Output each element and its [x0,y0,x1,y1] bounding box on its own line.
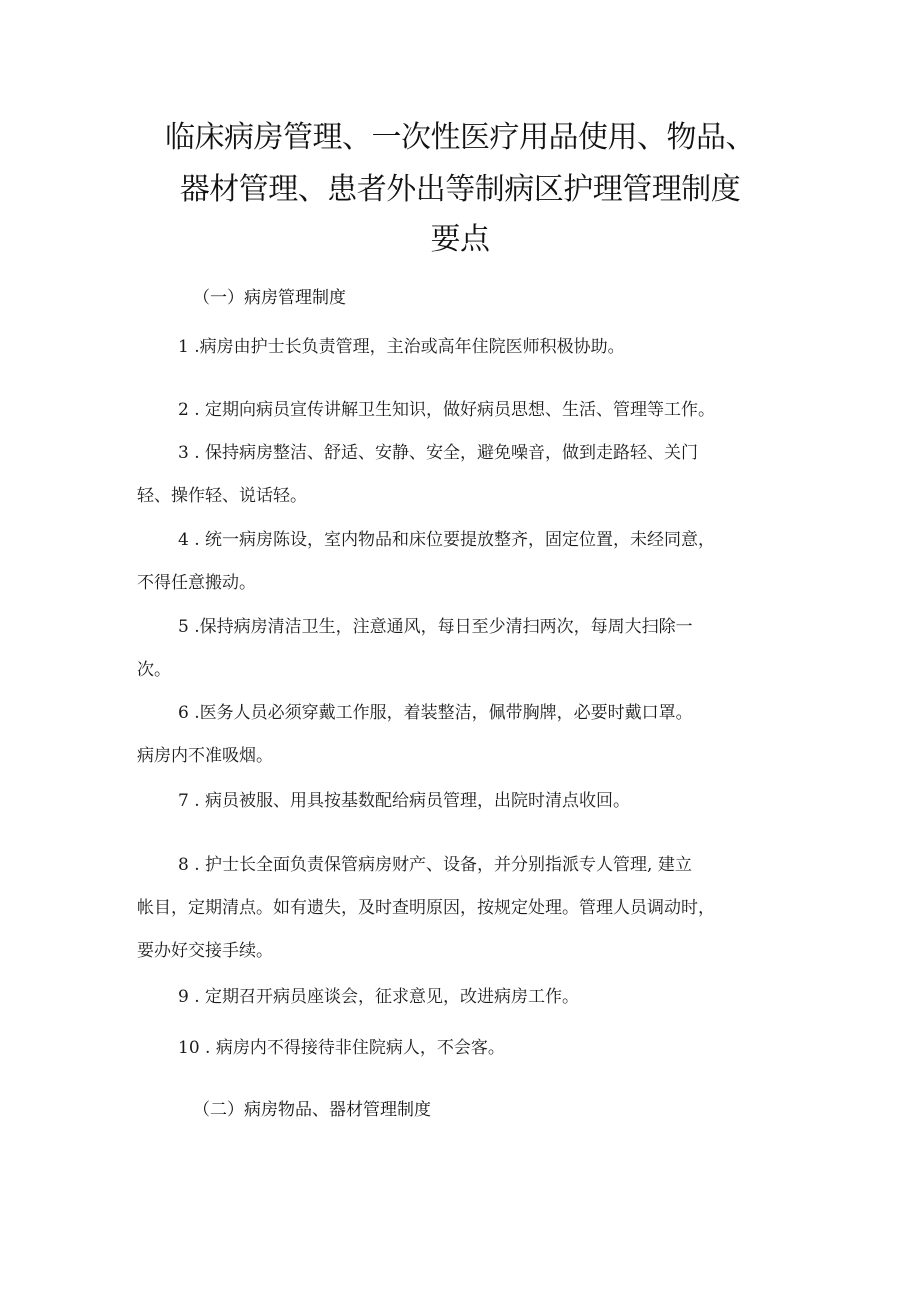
document-title-line-2: 器材管理、患者外出等制病区护理管理制度 [179,172,741,207]
item-8-line-1: 8 . 护士长全面负责保管病房财产、设备，并分别指派专人管理, 建立 [178,855,692,875]
document-title-line-3: 要点 [430,222,490,257]
item-2-line-1: 2 . 定期向病员宣传讲解卫生知识，做好病员思想、生活、管理等工作。 [178,400,716,420]
document-title-line-1: 临床病房管理、一次性医疗用品使用、物品、 [165,120,755,155]
section-heading-1: （一）病房管理制度 [193,288,346,308]
item-6-line-1: 6 .医务人员必须穿戴工作服，着装整洁，佩带胸牌，必要时戴口罩。 [178,703,693,723]
item-3-line-1: 3 . 保持病房整洁、舒适、安静、安全，避免噪音，做到走路轻、关门 [178,443,699,463]
item-4-line-2: 不得任意搬动。 [137,573,256,593]
item-9-line-1: 9 . 定期召开病员座谈会，征求意见，改进病房工作。 [178,987,580,1007]
section-heading-2: （二）病房物品、器材管理制度 [193,1100,431,1120]
item-4-line-1: 4 . 统一病房陈设，室内物品和床位要提放整齐，固定位置，未经同意， [178,530,716,550]
item-1-line-1: 1 .病房由护士长负责管理，主治或高年住院医师积极协助。 [178,337,625,357]
item-3-line-2: 轻、操作轻、说话轻。 [137,486,307,506]
item-7-line-1: 7 . 病员被服、用具按基数配给病员管理，出院时清点收回。 [178,791,631,811]
item-5-line-2: 次。 [137,660,171,680]
item-8-line-3: 要办好交接手续。 [137,941,273,961]
item-5-line-1: 5 .保持病房清洁卫生，注意通风，每日至少清扫两次，每周大扫除一 [178,617,693,637]
item-10-line-1: 10 . 病房内不得接待非住院病人，不会客。 [178,1038,505,1058]
item-8-line-2: 帐目，定期清点。如有遗失，及时查明原因，按规定处理。管理人员调动时， [137,898,715,918]
item-6-line-2: 病房内不准吸烟。 [137,746,273,766]
